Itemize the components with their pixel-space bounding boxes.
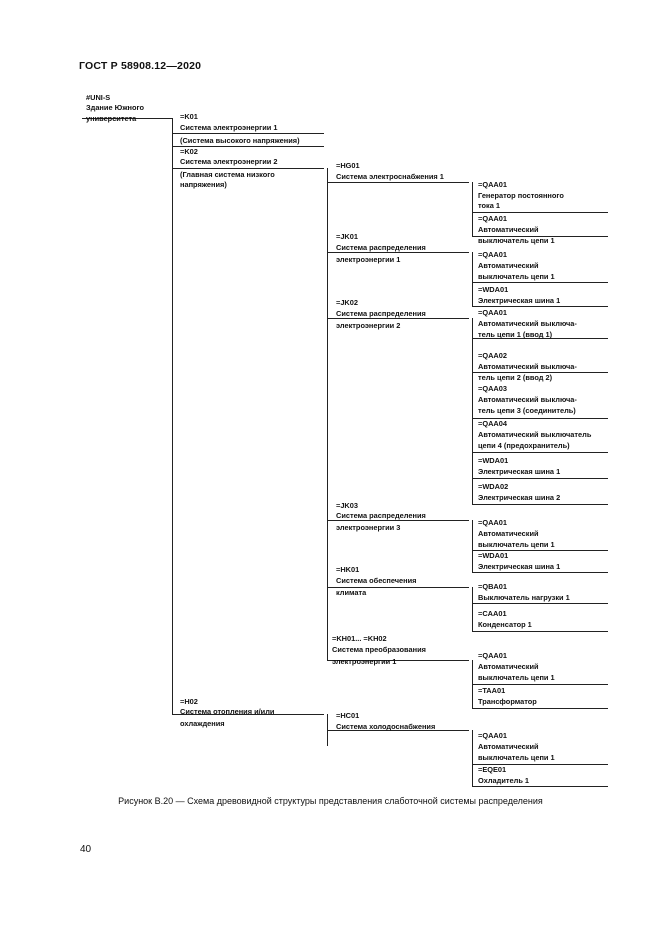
node-jk02-line2: электроэнергии 2 bbox=[336, 321, 401, 330]
node-qaa02-line1: Автоматический выключа- bbox=[478, 362, 577, 371]
node-kh-line2: электроэнергии 1 bbox=[332, 657, 397, 666]
document-header: ГОСТ Р 58908.12—2020 bbox=[79, 60, 202, 72]
node-h02-line1: Система отопления и/или bbox=[180, 707, 275, 716]
node-kh-code: =KH01... =KH02 bbox=[332, 634, 387, 643]
node-qaa01f-code: =QAA01 bbox=[478, 651, 507, 660]
node-h02-code: =H02 bbox=[180, 697, 198, 706]
node-qaa04-code: =QAA04 bbox=[478, 419, 507, 428]
node-wda01a-code: =WDA01 bbox=[478, 285, 509, 294]
node-jk03-line1: Система распределения bbox=[336, 511, 426, 520]
node-qaa04-line2: цепи 4 (предохранитель) bbox=[478, 441, 570, 450]
node-qaa01c-line1: Автоматический bbox=[478, 261, 539, 270]
node-hc01-code: =HC01 bbox=[336, 711, 360, 720]
node-qaa01g-code: =QAA01 bbox=[478, 731, 507, 740]
node-qaa02-code: =QAA02 bbox=[478, 351, 507, 360]
node-wda01c-line1: Электрическая шина 1 bbox=[478, 562, 561, 571]
node-wda01a-line1: Электрическая шина 1 bbox=[478, 296, 561, 305]
node-jk01-line1: Система распределения bbox=[336, 243, 426, 252]
node-qaa01b-line2: выключатель цепи 1 bbox=[478, 236, 555, 245]
node-qaa01g-line1: Автоматический bbox=[478, 742, 539, 751]
node-caa01-code: =CAA01 bbox=[478, 609, 507, 618]
node-qaa01c-line2: выключатель цепи 1 bbox=[478, 272, 555, 281]
node-root-code: #UNI-S bbox=[86, 93, 111, 102]
node-wda01b-line1: Электрическая шина 1 bbox=[478, 467, 561, 476]
node-k02-line2: (Главная система низкого bbox=[180, 170, 275, 179]
node-qaa01g-line2: выключатель цепи 1 bbox=[478, 753, 555, 762]
node-k01-code: =K01 bbox=[180, 112, 198, 121]
node-wda01c-code: =WDA01 bbox=[478, 551, 509, 560]
node-qaa01c-code: =QAA01 bbox=[478, 250, 507, 259]
node-hk01-code: =HK01 bbox=[336, 565, 360, 574]
node-qaa03-code: =QAA03 bbox=[478, 384, 507, 393]
node-hc01-line1: Система холодоснабжения bbox=[336, 722, 436, 731]
node-jk01-line2: электроэнергии 1 bbox=[336, 255, 401, 264]
node-k02-code: =K02 bbox=[180, 147, 198, 156]
node-qaa01a-code: =QAA01 bbox=[478, 180, 507, 189]
node-qba01-code: =QBA01 bbox=[478, 582, 507, 591]
node-qaa01a-line1: Генератор постоянного bbox=[478, 191, 564, 200]
node-jk02-code: =JK02 bbox=[336, 298, 358, 307]
node-qaa01f-line2: выключатель цепи 1 bbox=[478, 673, 555, 682]
node-hg01-line1: Система электроснабжения 1 bbox=[336, 172, 444, 181]
node-jk03-code: =JK03 bbox=[336, 501, 358, 510]
node-qaa01a-line2: тока 1 bbox=[478, 201, 501, 210]
node-wda02-line1: Электрическая шина 2 bbox=[478, 493, 561, 502]
node-qaa01d-line1: Автоматический выключа- bbox=[478, 319, 577, 328]
node-qaa03-line1: Автоматический выключа- bbox=[478, 395, 577, 404]
node-qaa01e-line2: выключатель цепи 1 bbox=[478, 540, 555, 549]
figure-caption: Рисунок В.20 — Схема древовидной структуры представления слаботочной системы распределения bbox=[118, 796, 543, 806]
node-hk01-line2: климата bbox=[336, 588, 367, 597]
node-eqe01-code: =EQE01 bbox=[478, 765, 507, 774]
node-qaa01d-line2: тель цепи 1 (ввод 1) bbox=[478, 330, 553, 339]
node-taa01-line1: Трансформатор bbox=[478, 697, 537, 706]
node-jk02-line1: Система распределения bbox=[336, 309, 426, 318]
node-k01-line1: Система электроэнергии 1 bbox=[180, 123, 278, 132]
node-hg01-code: =HG01 bbox=[336, 161, 360, 170]
node-caa01-line1: Конденсатор 1 bbox=[478, 620, 532, 629]
node-hk01-line1: Система обеспечения bbox=[336, 576, 417, 585]
node-k02-line3: напряжения) bbox=[180, 180, 227, 189]
node-qaa01b-code: =QAA01 bbox=[478, 214, 507, 223]
node-qaa01e-line1: Автоматический bbox=[478, 529, 539, 538]
node-wda02-code: =WDA02 bbox=[478, 482, 509, 491]
node-qaa01f-line1: Автоматический bbox=[478, 662, 539, 671]
node-root-line1: Здание Южного bbox=[86, 103, 145, 112]
node-k01-line2: (Система высокого напряжения) bbox=[180, 136, 300, 145]
node-jk01-code: =JK01 bbox=[336, 232, 358, 241]
node-qba01-line1: Выключатель нагрузки 1 bbox=[478, 593, 570, 602]
node-root-line2: университета bbox=[86, 114, 137, 123]
node-wda01b-code: =WDA01 bbox=[478, 456, 509, 465]
node-jk03-line2: электроэнергии 3 bbox=[336, 523, 401, 532]
node-qaa01b-line1: Автоматический bbox=[478, 225, 539, 234]
node-qaa01e-code: =QAA01 bbox=[478, 518, 507, 527]
node-qaa03-line2: тель цепи 3 (соединитель) bbox=[478, 406, 576, 415]
node-eqe01-line1: Охладитель 1 bbox=[478, 776, 530, 785]
node-k02-line1: Система электроэнергии 2 bbox=[180, 157, 278, 166]
page-number: 40 bbox=[80, 844, 92, 855]
node-qaa04-line1: Автоматический выключатель bbox=[478, 430, 592, 439]
node-qaa02-line2: тель цепи 2 (ввод 2) bbox=[478, 373, 553, 382]
node-kh-line1: Система преобразования bbox=[332, 645, 426, 654]
node-taa01-code: =TAA01 bbox=[478, 686, 506, 695]
node-qaa01d-code: =QAA01 bbox=[478, 308, 507, 317]
node-h02-line2: охлаждения bbox=[180, 719, 225, 728]
